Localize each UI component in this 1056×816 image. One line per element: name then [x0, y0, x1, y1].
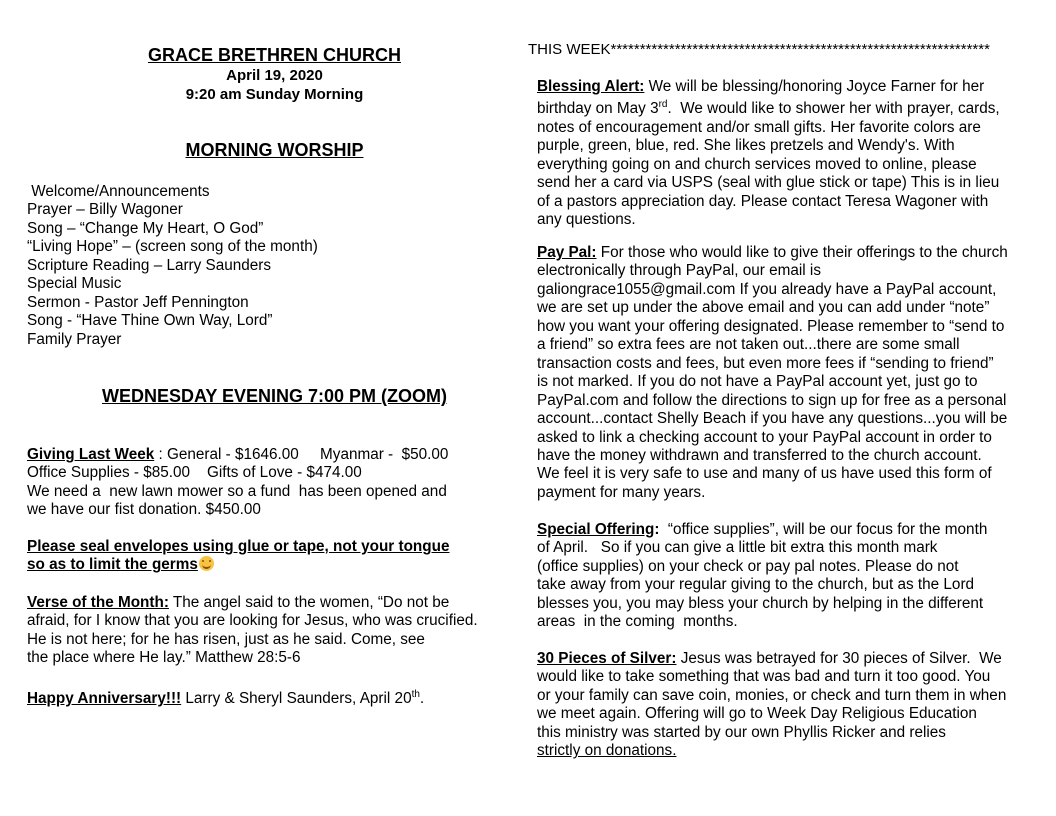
smiling-face-icon — [199, 556, 214, 571]
silver-text: would like to take something that was bad and turn it too good. You — [537, 668, 991, 686]
list-item: Prayer – Billy Wagoner — [27, 201, 183, 219]
paypal-text: a friend” so extra fees are not taken out...there are some small — [537, 336, 960, 354]
silver-text: this ministry was started by our own Phyllis Ricker and relies — [537, 723, 946, 741]
wednesday-title: WEDNESDAY EVENING 7:00 PM (ZOOM) — [101, 386, 448, 406]
anniversary-end: . — [419, 690, 425, 708]
blessing-text: birthday on May 3 — [537, 100, 659, 118]
paypal-text: asked to link a checking account to your PayPal account in order to — [537, 428, 992, 446]
anniversary-label: Happy Anniversary!!! — [27, 690, 182, 708]
blessing-text: send her a card via USPS (seal with glue stick or tape) This is in lieu — [537, 174, 1000, 192]
blessing-text: any questions. — [537, 211, 636, 229]
blessing-text: purple, green, blue, red. She likes pretzels and Wendy's. With — [537, 137, 955, 155]
seal-line: Please seal envelopes using glue or tape, not your tongue — [27, 538, 450, 555]
this-week-heading: THIS WEEK***************************************************************** — [528, 41, 990, 58]
verse-label: Verse of the Month: — [27, 594, 169, 611]
blessing-label: Blessing Alert: — [537, 78, 645, 95]
blessing-section — [537, 78, 1032, 230]
list-item: Family Prayer — [27, 330, 122, 348]
paypal-text: how you want your offering designated. Please remember to “send to — [537, 317, 1005, 335]
paypal-section — [537, 244, 1032, 502]
silver-text: Jesus was betrayed for 30 pieces of Silver. We — [676, 650, 1002, 667]
paypal-text: For those who would like to give their offerings to the church — [596, 244, 1008, 261]
giving-totals-2: Office Supplies - $85.00 Gifts of Love - $474.00 — [27, 464, 362, 482]
church-name: GRACE BRETHREN CHURCH — [147, 45, 401, 65]
blessing-text: of a pastors appreciation day. Please contact Teresa Wagoner with — [537, 192, 989, 210]
seal-line: so as to limit the germs — [27, 556, 198, 574]
anniversary-sup: th — [411, 689, 420, 700]
list-item: Song - “Have Thine Own Way, Lord” — [27, 312, 273, 330]
paypal-text: payment for many years. — [537, 483, 706, 501]
special-text: take away from your regular giving to the church, but as the Lord — [537, 576, 975, 594]
silver-text: or your family can save coin, monies, or check and turn them in when — [537, 686, 1007, 704]
worship-order-list — [27, 183, 522, 349]
paypal-text: we are set up under the above email and you can add under “note” — [537, 299, 990, 317]
list-item: Scripture Reading – Larry Saunders — [27, 256, 272, 274]
paypal-text: transaction costs and fees, but even more fees if “sending to friend” — [537, 354, 994, 372]
list-item: Sermon - Pastor Jeff Pennington — [27, 293, 249, 311]
paypal-text: electronically through PayPal, our email is — [537, 262, 821, 280]
blessing-text: We will be blessing/honoring Joyce Farner for her — [644, 78, 985, 95]
paypal-text: galiongrace1055@gmail.com If you already have a PayPal account, — [537, 280, 997, 298]
special-text: of April. So if you can give a little bit extra this month mark — [537, 539, 938, 557]
seal-notice — [27, 538, 522, 575]
giving-label: Giving Last Week — [27, 446, 155, 463]
list-item: Special Music — [27, 275, 122, 293]
special-text: blesses you, you may bless your church by helping in the different — [537, 594, 984, 612]
silver-text: we meet again. Offering will go to Week Day Religious Education — [537, 705, 977, 723]
blessing-text: everything going on and church services moved to online, please — [537, 155, 977, 173]
paypal-text: have the money withdrawn and transferred to the church account. — [537, 446, 982, 464]
blessing-sup: rd — [658, 99, 668, 111]
list-item: Welcome/Announcements — [27, 183, 210, 200]
verse-section — [27, 594, 522, 668]
silver-label: 30 Pieces of Silver: — [537, 650, 677, 667]
blessing-text: notes of encouragement and/or small gifts. Her favorite colors are — [537, 119, 981, 136]
special-offering-label: Special Offering — [537, 521, 655, 538]
verse-text: The angel said to the women, “Do not be — [168, 594, 450, 611]
paypal-text: account...contact Shelly Beach if you have any questions...you will be — [537, 410, 1008, 428]
special-offering-section — [537, 521, 1032, 632]
service-date: April 19, 2020 — [226, 67, 323, 84]
list-item: Song – “Change My Heart, O God” — [27, 219, 264, 237]
special-text: “office supplies”, will be our focus for the month — [659, 521, 988, 538]
verse-text: afraid, for I know that you are looking for Jesus, who was crucified. — [27, 612, 478, 630]
verse-text: He is not here; for he has risen, just as he said. Come, see — [27, 630, 425, 648]
mower-note-2: we have our fist donation. $450.00 — [27, 501, 261, 519]
silver-section — [537, 650, 1032, 761]
blessing-text: . We would like to shower her with prayer, cards, — [667, 100, 1000, 118]
giving-totals: : General - $1646.00 Myanmar - $50.00 — [154, 446, 449, 463]
special-colon: : — [654, 521, 660, 538]
paypal-label: Pay Pal: — [537, 244, 597, 261]
special-text: (office supplies) on your check or pay pal notes. Please do not — [537, 557, 959, 575]
anniversary-section — [27, 686, 522, 709]
silver-text: strictly on donations. — [537, 742, 677, 760]
anniversary-text: Larry & Sheryl Saunders, April 20 — [181, 690, 412, 708]
service-time: 9:20 am Sunday Morning — [185, 86, 364, 103]
verse-text: the place where He lay.” Matthew 28:5-6 — [27, 649, 301, 667]
special-text: areas in the coming months. — [537, 613, 738, 631]
mower-note: We need a new lawn mower so a fund has been opened and — [27, 482, 447, 500]
paypal-text: PayPal.com and follow the directions to sign up for free as a personal — [537, 391, 1007, 409]
morning-worship-title: MORNING WORSHIP — [185, 140, 364, 160]
paypal-text: We feel it is very safe to use and many of us have used this form of — [537, 465, 992, 483]
list-item: “Living Hope” – (screen song of the month) — [27, 238, 318, 256]
paypal-text: is not marked. If you do not have a PayPal account yet, just go to — [537, 373, 978, 391]
giving-section — [27, 446, 522, 520]
